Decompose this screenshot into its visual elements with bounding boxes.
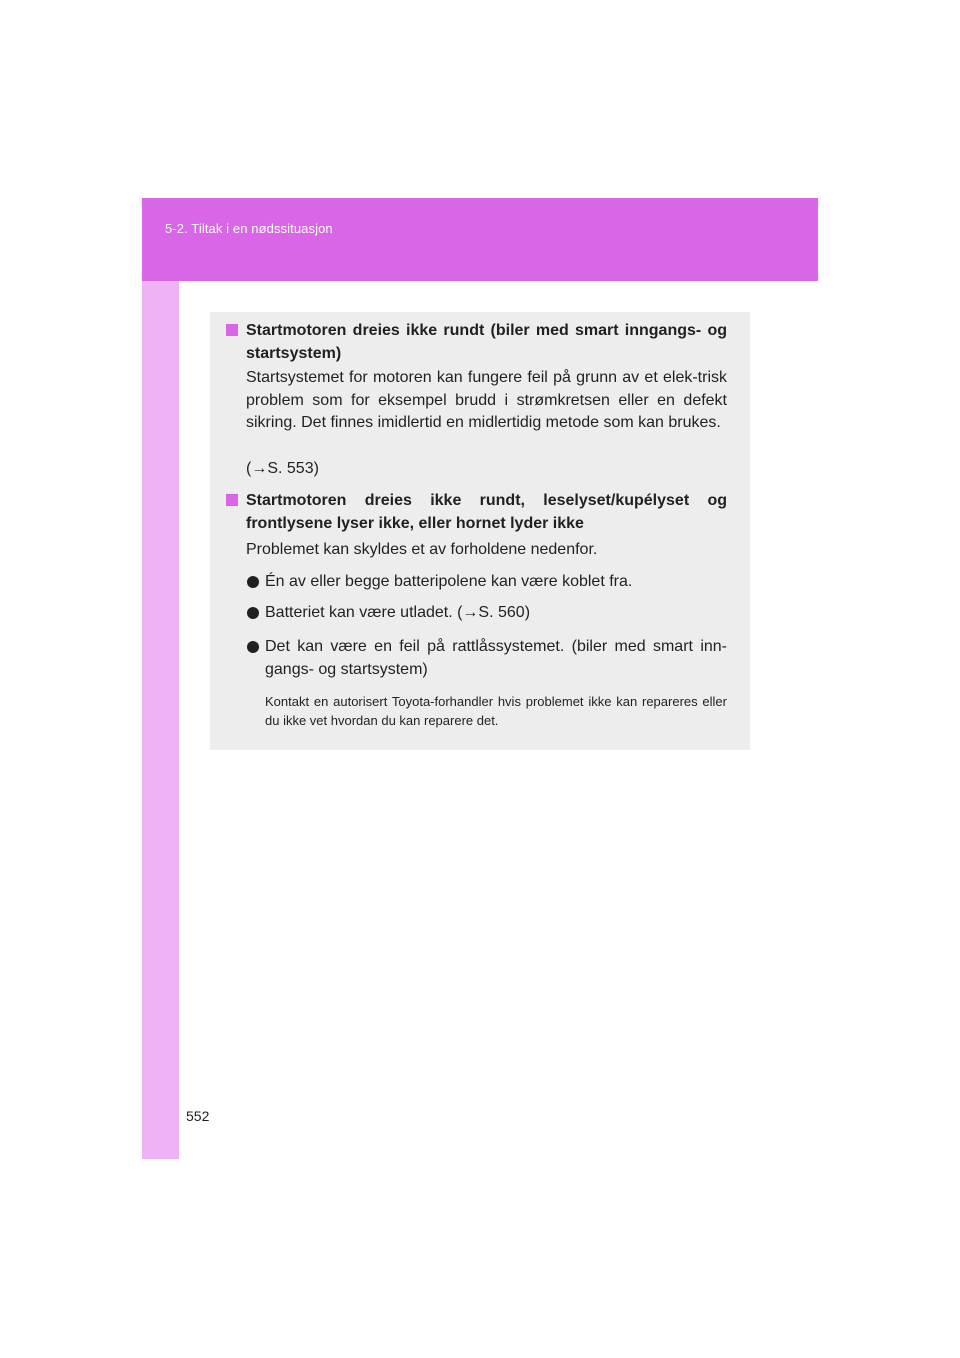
- bullet-dot-icon: [247, 576, 259, 588]
- bullet-dot-icon: [247, 641, 259, 653]
- section1-body: Startsystemet for motoren kan fungere feil på grunn av et elek-trisk problem som for eksempel brudd i strømkretsen eller en defekt sikring. Det finnes imidlertid en midlertidig metode som kan brukes.: [246, 369, 727, 431]
- section1-heading: Startmotoren dreies ikke rundt (biler med smart inngangs- og startsystem): [246, 322, 727, 362]
- bullet-item: Det kan være en feil på rattlåssystemet. (biler med smart inn-gangs- og startsystem): [265, 638, 727, 678]
- section2-intro: Problemet kan skyldes et av forholdene nedenfor.: [246, 541, 598, 558]
- dealer-note: Kontakt en autorisert Toyota-forhandler hvis problemet ikke kan repareres eller du ikke vet hvordan du kan reparere det.: [265, 694, 727, 728]
- square-bullet-icon: [226, 324, 238, 336]
- section-title: 5-2. Tiltak i en nødssituasjon: [165, 221, 333, 236]
- header-band: [142, 198, 818, 281]
- side-strip: [142, 281, 179, 1159]
- section1-reference: (→S. 553): [246, 460, 319, 477]
- bullet-dot-icon: [247, 607, 259, 619]
- square-bullet-icon: [226, 494, 238, 506]
- section2-heading: Startmotoren dreies ikke rundt, leselyset/kupélyset og frontlysene lyser ikke, eller hornet lyder ikke: [246, 492, 727, 532]
- bullet-item: Batteriet kan være utladet. (→S. 560): [265, 604, 531, 621]
- bullet-item: Én av eller begge batteripolene kan være koblet fra.: [265, 573, 633, 590]
- page-number: 552: [186, 1108, 210, 1124]
